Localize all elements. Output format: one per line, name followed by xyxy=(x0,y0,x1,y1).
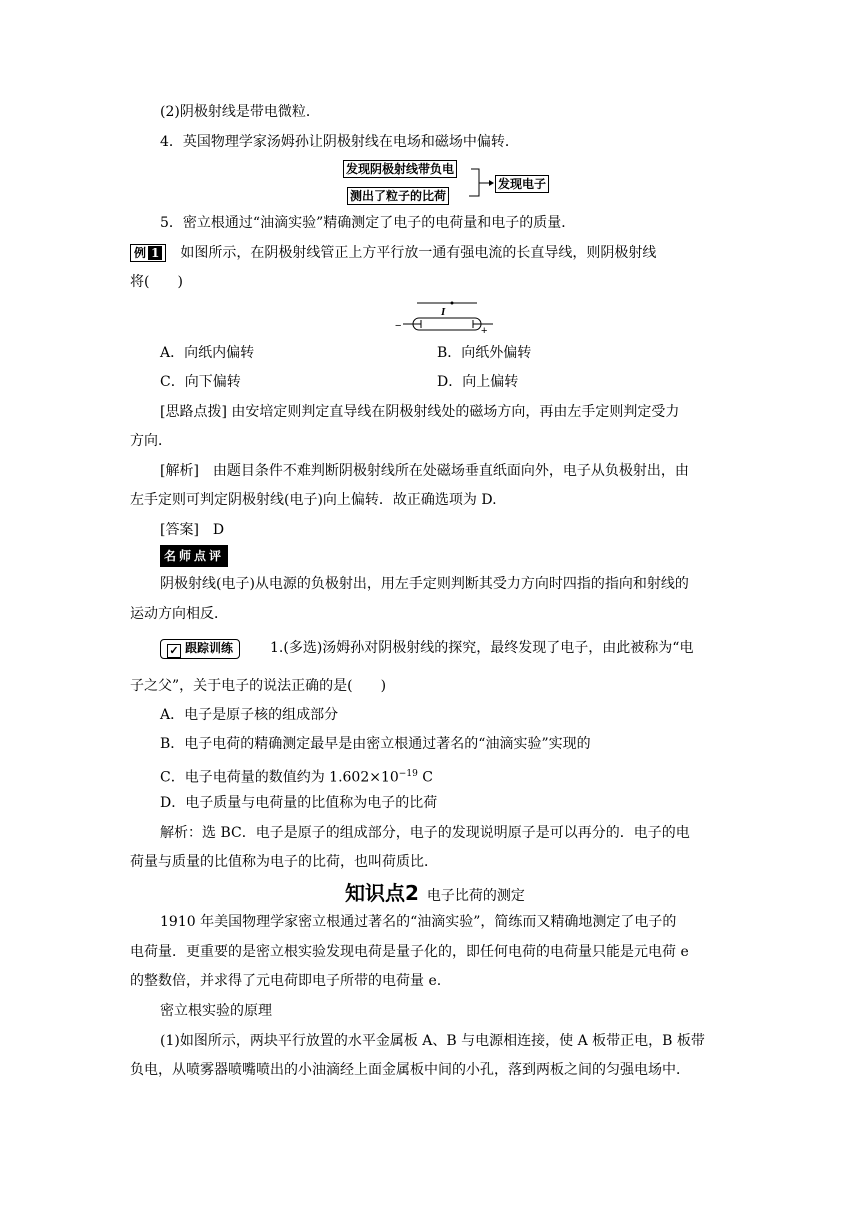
section-title: 电子比荷的测定 xyxy=(426,888,525,904)
paragraph-line: 的整数倍，并求得了元电荷即电子所带的电荷量 e. xyxy=(130,973,442,989)
hint-line: 方向． xyxy=(130,433,172,449)
track-training-tag: ✓ 跟踪训练 xyxy=(160,639,240,659)
flow-box-electron: 发现电子 xyxy=(495,175,549,193)
section-number: 知识点2 xyxy=(345,881,419,905)
hint-line: [思路点拨] 由安培定则判定直导线在阴极射线处的磁场方向，再由左手定则判定受力 xyxy=(160,404,680,420)
solution-line: 解析：选 BC．电子是原子的组成部分，电子的发现说明原子是可以再分的．电子的电 xyxy=(160,825,690,841)
text-line: 子之父”，关于电子的说法正确的是( ) xyxy=(130,678,387,694)
paragraph-line: 1910 年美国物理学家密立根通过著名的“油滴实验”，简练而又精确地测定了电子的 xyxy=(160,914,677,930)
text-line: 5．密立根通过“油滴实验”精确测定了电子的电荷量和电子的质量． xyxy=(160,215,576,231)
plus-sign: + xyxy=(481,325,488,334)
track-option-a: A．电子是原子核的组成部分 xyxy=(160,707,339,723)
minus-sign: − xyxy=(395,320,402,332)
paragraph-line: 密立根实验的原理 xyxy=(160,1003,272,1019)
analysis-line: [解析] 由题目条件不难判断阴极射线所在处磁场垂直纸面向外，电子从负极射出，由 xyxy=(160,463,689,479)
comment-line: 阴极射线(电子)从电源的负极射出，用左手定则判断其受力方向时四指的指向和射线的 xyxy=(160,576,689,592)
paragraph-line: 负电，从喷雾器喷嘴喷出的小油滴经上面金属板中间的小孔，落到两板之间的匀强电场中． xyxy=(130,1062,690,1078)
analysis-line: 左手定则可判定阴极射线(电子)向上偏转．故正确选项为 D. xyxy=(130,492,497,508)
paragraph-line: (1)如图所示，两块平行放置的水平金属板 A、B 与电源相连接，使 A 板带正电，B 板带 xyxy=(160,1033,705,1049)
answer-line: [答案] D xyxy=(160,522,225,538)
text-line: (2)阴极射线是带电微粒． xyxy=(160,104,320,120)
option-c: C．向下偏转 xyxy=(160,374,241,390)
check-icon: ✓ xyxy=(167,644,181,658)
track-option-c: C．电子电荷量的数值约为 $1.602\times 10^{-19}$ C xyxy=(160,769,433,786)
current-label: I xyxy=(441,306,446,318)
track-question: ✓ 跟踪训练 1.(多选)汤姆孙对阴极射线的探究，最终发现了电子，由此被称为“电 xyxy=(160,638,730,659)
flow-diagram xyxy=(343,160,563,208)
cathode-tube-figure xyxy=(395,298,505,334)
example-tag: 例 1 xyxy=(130,244,166,262)
teacher-badge: 名师点评 xyxy=(160,545,228,567)
flow-box-negative-charge: 发现阴极射线带负电 xyxy=(343,160,457,178)
option-a: A．向纸内偏转 xyxy=(160,345,255,361)
option-b: B．向纸外偏转 xyxy=(437,345,532,361)
track-option-b: B．电子电荷的精确测定最早是由密立根通过著名的“油滴实验”实现的 xyxy=(160,736,591,752)
comment-line: 运动方向相反． xyxy=(130,606,228,622)
section-heading xyxy=(345,877,525,906)
option-d: D．向上偏转 xyxy=(437,374,519,390)
text-line: 将( ) xyxy=(130,274,183,290)
teacher-comment-header xyxy=(160,545,730,567)
track-option-d: D．电子质量与电荷量的比值称为电子的比荷 xyxy=(160,795,438,811)
solution-line: 荷量与质量的比值称为电子的比荷，也叫荷质比． xyxy=(130,854,438,870)
paragraph-line: 电荷量．更重要的是密立根实验发现电荷是量子化的，即任何电荷的电荷量只能是元电荷 e xyxy=(130,944,689,960)
example-question: 例 1 如图所示，在阴极射线管正上方平行放一通有强电流的长直导线，则阴极射线 xyxy=(130,243,730,263)
text-line: 4．英国物理学家汤姆孙让阴极射线在电场和磁场中偏转． xyxy=(160,134,519,150)
flow-box-charge-ratio: 测出了粒子的比荷 xyxy=(347,187,449,205)
